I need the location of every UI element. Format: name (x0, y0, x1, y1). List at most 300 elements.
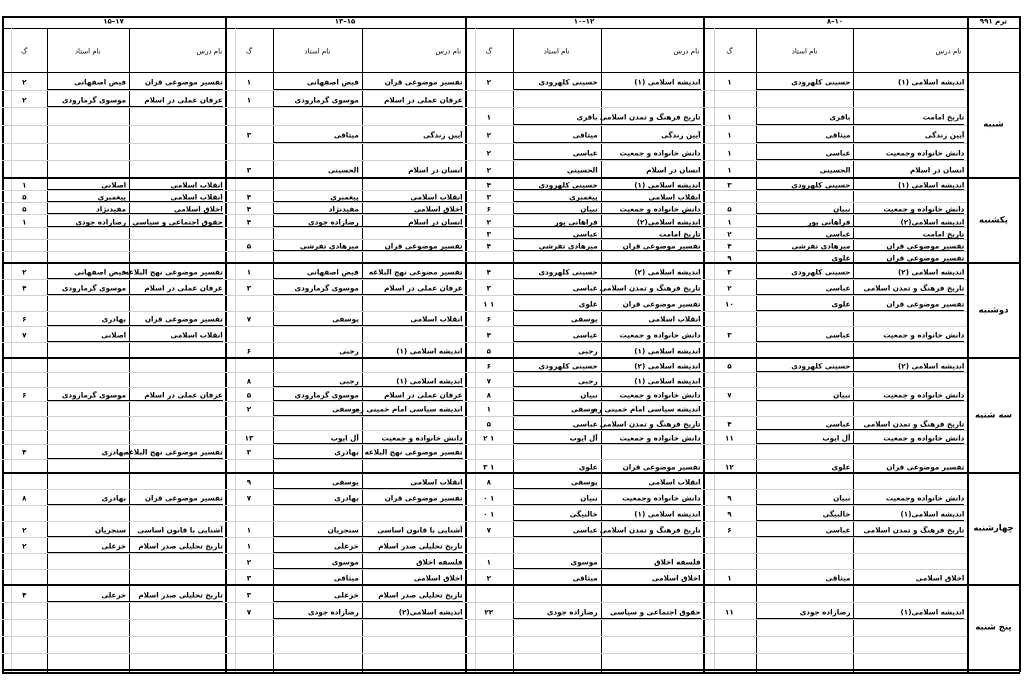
teacher-name: آل ایوب (569, 433, 598, 443)
course-name: تفسیر موضوعی قران (886, 462, 965, 472)
teacher-name: رجبی (339, 376, 359, 386)
group-number: ۶ (486, 314, 491, 324)
column-header-course: نام درس (673, 47, 700, 56)
course-name: انقلاب اسلامی (410, 314, 463, 324)
teacher-name: میرهادی تفرشی (299, 241, 359, 251)
course-name: عرفان عملی در اسلام (144, 95, 223, 104)
group-number: ۱ (22, 180, 27, 190)
course-name: تفسیر موضوعی نهج البلاغه (124, 447, 223, 457)
course-name: تاریخ امامت (659, 229, 701, 239)
teacher-name: عباسی (825, 419, 851, 429)
row-line (2, 125, 967, 126)
teacher-name: عباسی (825, 229, 851, 239)
group-number: ۱۲ (725, 462, 734, 472)
teacher-name: یوسفی (570, 404, 598, 414)
teacher-name: سنجریان (94, 525, 127, 535)
time-slot-label: ۱۰–۱۲ (573, 17, 595, 26)
day-name: پنج شنبه (975, 622, 1012, 632)
time-slot-label: ۸–۱۰ (826, 17, 844, 26)
course-name: اندیشه اسلامی (۲) (898, 361, 965, 371)
slot-header-bottom (2, 28, 1020, 29)
group-number: ۴ (246, 204, 252, 214)
group-number: ۷ (246, 607, 252, 616)
row-line (2, 202, 967, 203)
group-number: ۲ (246, 404, 252, 414)
group-number: ۹ (727, 253, 732, 263)
group-number: ۱ (727, 217, 732, 226)
group-number: ۴ (727, 241, 732, 251)
day-separator (2, 177, 1020, 179)
teacher-name: عباسی (572, 330, 598, 340)
teacher-name: رضازاده جودی (308, 607, 359, 616)
group-number: ۱ ۲ (483, 433, 495, 443)
course-name: آشنایی با قانون اساسی (137, 525, 223, 535)
row-line (2, 342, 967, 343)
course-name: دانش خانواده و جمعیت (619, 433, 701, 443)
row-line (2, 311, 967, 312)
teacher-name: یوسفی (332, 314, 359, 324)
group-number: ۷ (246, 493, 252, 503)
group-number: ۱ ۰ (483, 509, 495, 519)
row-line (2, 160, 967, 161)
course-name: تفسیر موضوعی قران (384, 77, 463, 87)
row-line (2, 227, 967, 228)
course-name: دانش خانواده و جمعیت (619, 390, 701, 400)
row-line (2, 444, 967, 445)
teacher-name: فیض اصفهانی (306, 267, 359, 277)
course-name: تفسیر موضوعی قران (622, 299, 701, 309)
teacher-name: میرهادی تفرشی (538, 241, 598, 251)
row-line (2, 143, 967, 144)
group-number: ۱ (727, 130, 732, 140)
column-header-teacher: نام استاد (791, 47, 818, 56)
group-number: ۷ (246, 314, 252, 324)
group-number: ۳ (246, 447, 252, 457)
course-name: دانش خانواده و جمعیت (883, 433, 965, 443)
group-number: ۱۰ (725, 299, 734, 309)
course-name: حقوق اجتماعی و سیاسی (132, 217, 223, 226)
teacher-name: عباسی (572, 148, 598, 157)
row-line (2, 602, 967, 603)
group-number: ۲ (486, 165, 491, 175)
course-name: اندیشه اسلامی(۱) (900, 607, 965, 616)
teacher-name: باقری (576, 112, 598, 122)
course-name: تفسیر موضوعی قران (384, 241, 463, 251)
teacher-name: میثاقی (825, 130, 851, 140)
group-number: ۹ (727, 493, 732, 503)
time-slot-label: ۱۳–۱۵ (334, 17, 356, 26)
course-name: اندیشه اسلامی(۲) (398, 607, 463, 616)
teacher-name: نبیان (580, 204, 598, 214)
teacher-name: نبیان (833, 390, 851, 400)
group-number: ۷ (486, 376, 491, 386)
teacher-name: بهادری (101, 493, 127, 503)
row-line (2, 430, 967, 431)
course-name: انسان در اسلام (408, 217, 463, 226)
teacher-name: حسینی کلهرودی (791, 361, 851, 371)
teacher-name: عباسی (572, 525, 598, 535)
group-number: ۱ (486, 112, 491, 122)
course-name: انقلاب اسلامی (410, 477, 463, 487)
course-name: تفسیر موضوعی قران (622, 462, 701, 472)
teacher-name: میثاقی (333, 573, 359, 583)
course-name: اندیشه اسلامی (۱) (634, 509, 701, 519)
group-number: ۵ (246, 241, 252, 251)
course-name: تاریخ امامت (922, 229, 965, 239)
group-number: ۴ (486, 180, 491, 190)
teacher-name: بهادری (101, 447, 127, 457)
course-name: اندیشه اسلامی (۱) (898, 77, 965, 87)
term-label: ترم ۹۹۱ (979, 17, 1008, 26)
teacher-name: حسینی کلهرودی (791, 180, 851, 190)
course-name: اندیشه اسلامی(۱) (900, 509, 965, 519)
teacher-name: عباسی (825, 283, 851, 293)
course-name: اخلاق اسلامی (174, 204, 223, 214)
course-name: عرفان عملی در اسلام (144, 390, 223, 400)
slot-divider (465, 16, 467, 672)
teacher-name: فراهانی پور (554, 217, 598, 226)
group-number: ۸ (486, 477, 491, 487)
course-name: تفسیر موضوعی قران (622, 241, 701, 251)
teacher-name: الحسینی (566, 165, 598, 175)
group-number: ۳ (246, 283, 252, 293)
teacher-name: حسینی کلهرودی (538, 361, 598, 371)
group-number: ۹ (727, 509, 732, 519)
day-separator (2, 584, 1020, 586)
group-number: ۱ (246, 267, 252, 277)
group-number: ۶ (486, 204, 491, 214)
teacher-name: فراهانی پور (807, 217, 851, 226)
group-number: ۶ (22, 314, 27, 324)
row-line (2, 459, 967, 460)
group-number: ۲۲ (484, 607, 494, 616)
teacher-name: عباسی (572, 229, 598, 239)
row-line (2, 521, 967, 522)
course-name: انقلاب اسلامی (410, 192, 463, 202)
row-line (2, 295, 967, 296)
group-number: ۵ (727, 361, 732, 371)
teacher-name: خزعلی (101, 590, 127, 599)
course-name: آیین زندگی (423, 130, 463, 140)
course-name: عرفان عملی در اسلام (384, 95, 463, 104)
group-number: ۴ (486, 241, 491, 251)
course-name: دانش خانواده و جمعیت (883, 330, 965, 340)
course-name: اندیشه اسلامی (۲) (898, 267, 965, 277)
row-line (2, 619, 967, 620)
course-name: تاریخ فرهنگ و تمدن اسلامی (599, 283, 701, 293)
group-number: ۱ ۱ (483, 299, 495, 309)
teacher-name: بهادری (334, 493, 359, 503)
teacher-name: پیغمبری (97, 192, 127, 202)
teacher-name: سنجریان (327, 525, 359, 535)
column-header-teacher: نام استاد (543, 47, 570, 56)
group-number: ۵ (486, 419, 491, 429)
course-name: اندیشه اسلامی(۲) (900, 217, 965, 226)
course-name: تاریخ تحلیلی صدر اسلام (378, 590, 463, 599)
group-number: ۱ (727, 148, 732, 157)
group-number: ۴ (486, 330, 491, 340)
group-number: ۴ (22, 590, 27, 599)
group-number: ۳ (486, 192, 491, 202)
course-name: اندیشه سیاسی امام خمینی ره (593, 404, 701, 414)
teacher-name: حسینی کلهرودی (538, 180, 598, 190)
group-number: ۹ (246, 477, 252, 487)
day-name: دوشنبه (978, 305, 1009, 315)
course-name: تاریخ امامت (922, 112, 965, 122)
course-name: دانش خانواده و جمعیت (883, 204, 965, 214)
group-number: ۱ (486, 404, 491, 414)
row-line (2, 239, 967, 240)
course-name: تاریخ فرهنگ و تمدن اسلامی (863, 283, 965, 293)
teacher-name: مفیدنژاد (328, 204, 359, 214)
teacher-name: یوسفی (570, 477, 598, 487)
group-number: ۳ (727, 267, 732, 277)
teacher-name: علوی (578, 462, 598, 472)
group-number: ۳ (727, 180, 732, 190)
row-line (2, 636, 967, 637)
teacher-name: رضازاده جودی (799, 607, 851, 616)
teacher-name: الحسینی (328, 165, 359, 175)
teacher-name: اصلانی (101, 180, 127, 190)
course-name: انسان در اسلام (408, 165, 463, 175)
row-line (2, 387, 967, 388)
group-number: ۲ (246, 557, 252, 567)
course-name: عرفان عملی در اسلام (384, 283, 463, 293)
course-name: اندیشه اسلامی(۲) (636, 217, 701, 226)
group-number: ۱ (486, 557, 491, 567)
teacher-name: علوی (578, 299, 598, 309)
group-number: ۲ (22, 95, 27, 104)
course-name: حقوق اجتماعی و سیاسی (610, 607, 701, 616)
teacher-name: میثاقی (572, 573, 598, 583)
teacher-name: میثاقی (333, 130, 359, 140)
teacher-name: مفیدنژاد (96, 204, 127, 214)
teacher-name: بهادری (334, 447, 359, 457)
row-line (2, 401, 967, 402)
group-number: ۲ (486, 217, 491, 226)
course-name: تاریخ تحلیلی صدر اسلام (138, 590, 223, 599)
group-number: ۲ (22, 77, 27, 87)
teacher-name: موسوی گرمارودی (61, 390, 127, 400)
teacher-name: رضازاده جودی (308, 217, 359, 226)
group-number: ۲ (727, 229, 732, 239)
course-name: تفسیر موضوعی قران (886, 241, 965, 251)
teacher-name: میثاقی (572, 130, 598, 140)
teacher-name: یوسفی (332, 404, 359, 414)
course-name: اندیشه اسلامی (۱) (634, 77, 701, 87)
teacher-name: رضازاده جودی (75, 217, 127, 226)
course-name: دانش خانواده و جمعیت (619, 204, 701, 214)
teacher-name: خزعلی (101, 541, 127, 551)
teacher-name: بهادری (101, 314, 127, 324)
row-line (2, 214, 967, 215)
course-name: انقلاب اسلامی (648, 314, 701, 324)
course-name: تفسیر موضوعی قران (384, 493, 463, 503)
group-number: ۸ (486, 390, 491, 400)
group-number: ۳ (727, 330, 732, 340)
teacher-name: علوی (831, 462, 851, 472)
group-number: ۶ (246, 346, 252, 356)
day-separator (2, 262, 1020, 264)
teacher-name: خزعلی (334, 541, 359, 551)
group-number: ۴ (246, 192, 252, 202)
teacher-name: عباسی (572, 283, 598, 293)
frame-left (2, 16, 4, 672)
group-number: ۳ (246, 590, 252, 599)
row-line (2, 416, 967, 417)
course-name: آشنایی با قانون اساسی (377, 525, 463, 535)
group-number: ۱ ۳ (483, 462, 495, 472)
course-name: اخلاق اسلامی (651, 573, 701, 583)
column-header-group: گ (726, 47, 733, 56)
column-header-course: نام درس (435, 47, 462, 56)
teacher-name: الحسینی (819, 165, 851, 175)
teacher-name: خالبیگی (569, 509, 598, 519)
frame-right (1019, 16, 1021, 672)
teacher-name: فیض اصفهانی (306, 77, 359, 87)
course-name: آیین زندگی (661, 130, 701, 140)
teacher-name: میثاقی (825, 573, 851, 583)
group-number: ۱ (727, 77, 732, 87)
course-name: دانش خانواده و جمعیت (381, 433, 463, 443)
course-name: فلسفه اخلاق (416, 557, 463, 567)
slot-divider (703, 16, 705, 672)
group-number: ۱ (22, 217, 27, 226)
course-name: انقلاب اسلامی (648, 192, 701, 202)
day-separator (2, 669, 1020, 671)
course-name: اندیشه اسلامی (۱) (634, 180, 701, 190)
teacher-name: رجبی (578, 346, 598, 356)
teacher-name: اصلانی (101, 330, 127, 340)
course-name: تفسیر موضوعی قران (886, 299, 965, 309)
teacher-name: موسوی گرمارودی (61, 95, 127, 104)
course-name: اندیشه اسلامی (۱) (396, 376, 463, 386)
group-number: ۲ (22, 267, 27, 277)
group-number: ۷ (727, 390, 732, 400)
group-number: ۱ (727, 112, 732, 122)
group-number: ۲ (486, 77, 491, 87)
day-name: سه شنبه (975, 410, 1012, 420)
teacher-name: یوسفی (570, 314, 598, 324)
column-header-teacher: نام استاد (74, 47, 101, 56)
teacher-name: نبیان (833, 493, 851, 503)
course-name: دانش خانواده و جمعیت (619, 330, 701, 340)
group-number: ۵ (246, 390, 252, 400)
teacher-name: نبیان (580, 493, 598, 503)
teacher-name: موسوی (331, 557, 359, 567)
day-separator (2, 357, 1020, 359)
group-number: ۱ (727, 573, 732, 583)
row-line (2, 653, 967, 654)
teacher-name: فیض اصفهانی (74, 267, 127, 277)
teacher-name: پیغمبری (330, 192, 359, 202)
teacher-name: رجبی (578, 376, 598, 386)
day-column-divider (967, 16, 969, 672)
time-slot-label: ۱۵–۱۷ (103, 17, 124, 26)
course-name: اندیشه اسلامی (۱) (898, 180, 965, 190)
teacher-name: نبیان (833, 204, 851, 214)
row-line (2, 537, 967, 538)
course-name: دانش خانواده وجمعیت (885, 148, 965, 157)
course-name: اندیشه سیاسی امام خمینی ره (355, 404, 463, 414)
group-number: ۳ (246, 130, 252, 140)
group-number: ۲ (727, 283, 732, 293)
group-number: ۱ (246, 541, 252, 551)
course-name: تفسیر موضوعی نهج البلاغه (124, 267, 223, 277)
group-number: ۶ (22, 390, 27, 400)
teacher-name: رضازاده جودی (546, 607, 598, 616)
day-separator (2, 472, 1020, 474)
course-name: تاریخ فرهنگ و تمدن اسلامی (863, 419, 965, 429)
column-header-course: نام درس (196, 47, 223, 56)
course-name: عرفان عملی در اسلام (384, 390, 463, 400)
day-name: چهارشنبه (973, 523, 1014, 534)
course-name: انقلاب اسلامی (170, 180, 223, 190)
course-name: فلسفه اخلاق (654, 557, 701, 567)
course-name: تاریخ فرهنگ و تمدن اسلامی (599, 112, 701, 122)
teacher-name: عباسی (825, 330, 851, 340)
row-line (2, 569, 967, 570)
group-number: ۷ (486, 525, 491, 535)
row-line (2, 279, 967, 280)
course-name: تفسیر مضوعی نهج البلاغه (368, 267, 463, 277)
teacher-name: عباسی (825, 148, 851, 157)
course-name: انسان در اسلام (646, 165, 701, 175)
group-number: ۴ (486, 267, 491, 277)
course-name: اندیشه اسلامی (۱) (396, 346, 463, 356)
row-line (2, 505, 967, 506)
course-name: تاریخ تحلیلی صدر اسلام (138, 541, 223, 551)
group-number: ۳ (486, 229, 491, 239)
row-line (2, 251, 967, 252)
row-line (2, 190, 967, 191)
teacher-name: آل ایوب (822, 433, 851, 443)
course-name: دانش خانواده و جمعیت (619, 148, 701, 157)
column-header-group: گ (485, 47, 492, 56)
row-line (2, 107, 967, 108)
course-name: انقلاب اسلامی (170, 192, 223, 202)
teacher-name: موسوی گرمارودی (294, 283, 359, 293)
teacher-name: حسینی کلهرودی (791, 77, 851, 87)
course-name: اخلاق اسلامی (915, 573, 965, 583)
teacher-name: موسوی گرمارودی (294, 95, 359, 104)
group-number: ۴ (22, 447, 27, 457)
group-number: ۵ (22, 204, 27, 214)
row-line (2, 90, 967, 91)
teacher-name: نبیان (580, 390, 598, 400)
course-name: اندیشه اسلامی (۲) (634, 267, 701, 277)
teacher-name: علوی (831, 299, 851, 309)
course-name: تاریخ تحلیلی صدر اسلام (378, 541, 463, 551)
course-name: تفسیر موضوعی قران (144, 493, 223, 503)
column-header-course: نام درس (935, 47, 962, 56)
teacher-name: خالبیگی (822, 509, 851, 519)
row-line (2, 372, 967, 373)
course-name: اندیشه اسلامی (۲) (634, 361, 701, 371)
group-number: ۵ (486, 346, 491, 356)
group-number: ۸ (22, 493, 27, 503)
course-name: دانش خانواده وجمعیت (885, 493, 965, 503)
group-number: ۸ (246, 376, 252, 386)
course-name: اندیشه اسلامی (۱) (634, 346, 701, 356)
course-name: دانش خانواده و جمعیت (883, 390, 965, 400)
slot-divider (225, 16, 227, 672)
group-number: ۴ (22, 283, 27, 293)
course-name: آیین زندگی (924, 130, 965, 140)
group-number: ۱۱ (725, 607, 734, 616)
teacher-name: آل ایوب (330, 433, 359, 443)
course-name: انقلاب اسلامی (170, 330, 223, 340)
